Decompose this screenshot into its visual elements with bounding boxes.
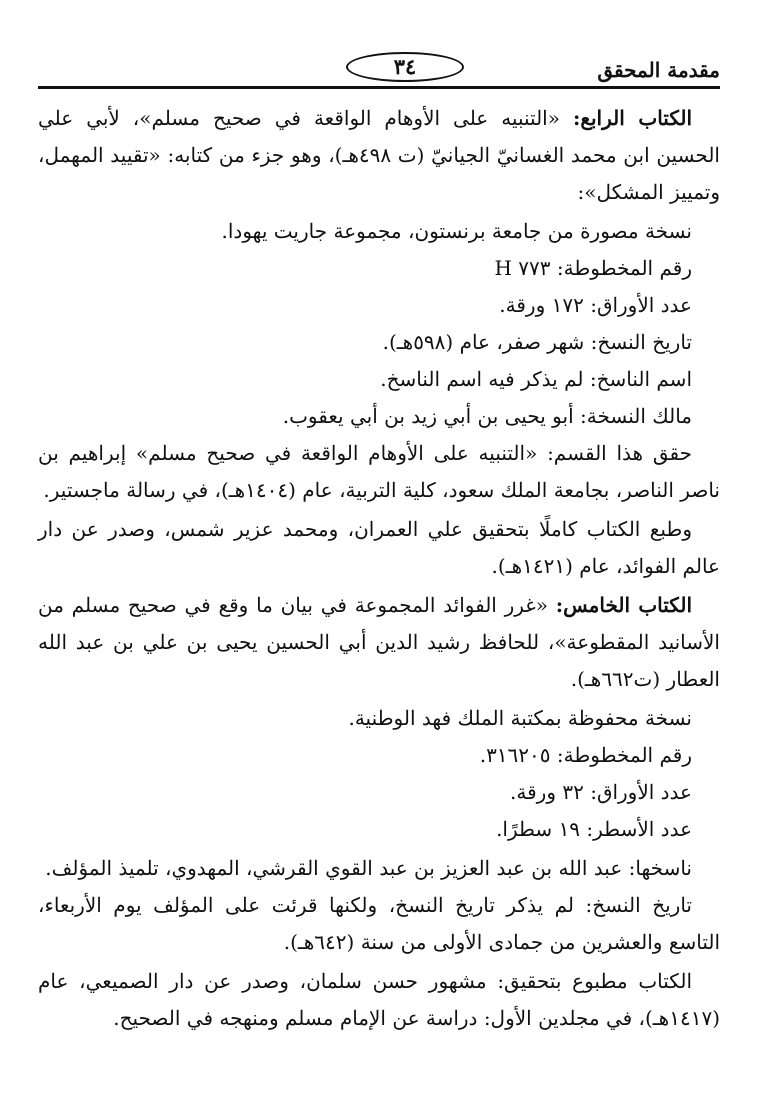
book5-lines: عدد الأسطر: ١٩ سطرًا. (496, 817, 692, 841)
book5-copy: نسخة محفوظة بمكتبة الملك فهد الوطنية. (348, 706, 692, 730)
book4-ms-number: رقم المخطوطة: ٧٧٣ H (494, 256, 692, 280)
book4-copy-date: تاريخ النسخ: شهر صفر، عام (٥٩٨هـ). (382, 330, 692, 354)
page-header (38, 48, 720, 90)
book5-folios: عدد الأوراق: ٣٢ ورقة. (510, 780, 692, 804)
page-body (38, 100, 720, 1037)
book5-label: الكتاب الخامس: (555, 593, 692, 617)
book4-copy: نسخة مصورة من جامعة برنستون، مجموعة جاريت يهودا. (221, 219, 692, 243)
book4-intro-text: «التنبيه على الأوهام الواقعة في صحيح مسلم»، لأبي علي الحسين ابن محمد الغسانيّ الجيانيّ (ت ٤٩٨هـ)، وهو جزء من كتابه: «تقييد المهمل، وتمييز المشكل»: (38, 106, 720, 204)
book4-folios: عدد الأوراق: ١٧٢ ورقة. (499, 293, 692, 317)
book4-copyist: اسم الناسخ: لم يذكر فيه اسم الناسخ. (380, 367, 692, 391)
book4-edited: حقق هذا القسم: «التنبيه على الأوهام الواقعة في صحيح مسلم» إبراهيم بن ناصر الناصر، بجامعة الملك سعود، كلية التربية، عام (١٤٠٤هـ)، في رسالة ماجستير. (38, 441, 720, 502)
book5-printed: الكتاب مطبوع بتحقيق: مشهور حسن سلمان، وصدر عن دار الصميعي، عام (١٤١٧هـ)، في مجلدين الأول: دراسة عن الإمام مسلم ومنهجه في الصحيح. (38, 969, 720, 1030)
book4-intro (38, 100, 720, 211)
book5-ms-number: رقم المخطوطة: ٣١٦٢٠٥. (479, 743, 692, 767)
running-title: مقدمة المحقق (597, 58, 720, 82)
book5-intro (38, 587, 720, 698)
page-number: ٣٤ (346, 52, 464, 82)
book5-copy-date: تاريخ النسخ: لم يذكر تاريخ النسخ، ولكنها قرئت على المؤلف يوم الأربعاء، التاسع والعشرين من جمادى الأولى من سنة (٦٤٢هـ). (38, 893, 720, 954)
book5-intro-text: «غرر الفوائد المجموعة في بيان ما وقع في صحيح مسلم من الأسانيد المقطوعة»، للحافظ رشيد الدين أبي الحسين يحيى بن علي بن عبد الله العطار (ت٦٦٢هـ). (38, 593, 720, 691)
book4-owner: مالك النسخة: أبو يحيى بن أبي زيد بن أبي يعقوب. (282, 404, 692, 428)
book5-copyist: ناسخها: عبد الله بن عبد العزيز بن عبد القوي القرشي، المهدوي، تلميذ المؤلف. (45, 856, 692, 880)
book4-label: الكتاب الرابع: (572, 106, 693, 130)
header-rule (38, 86, 720, 89)
book4-printed: وطبع الكتاب كاملًا بتحقيق علي العمران، ومحمد عزير شمس، وصدر عن دار عالم الفوائد، عام (١٤٢١هـ). (38, 517, 720, 578)
